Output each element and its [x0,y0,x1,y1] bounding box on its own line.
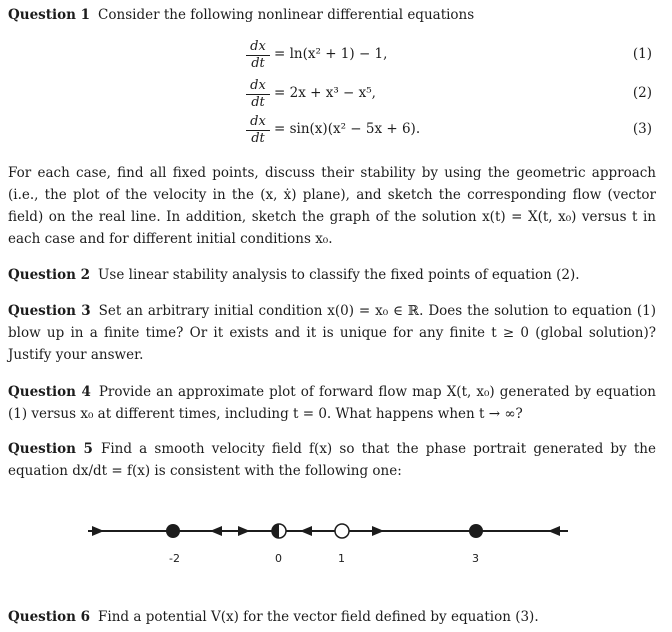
arrow-right-away-from-1 [372,526,384,536]
fixed-point-minus2 [166,524,180,538]
question-5-text: Find a smooth velocity field f(x) so that the phase portrait generated by the equation dx/dt = f(x) is consistent with the following one: [8,441,656,479]
label-1: 1 [338,552,345,565]
arrow-left-toward-3 [548,526,560,536]
arrow-right-toward-0 [238,526,250,536]
question-3-label: Question 3 [8,303,91,319]
label-minus2: -2 [169,552,180,565]
arrow-right-outer-left [92,526,104,536]
question-3-text: Set an arbitrary initial condition x(0) = x₀ ∈ ℝ. Does the solution to equation (1) blow up in a finite time? Or it exists and it is unique for any finite t ≥ 0 (global solution)? Justify your answer. [8,303,656,363]
equation-2-number: (2) [632,85,652,101]
question-6-text: Find a potential V(x) for the vector field defined by equation (3). [98,609,539,625]
equation-3-lhs: dx dt [246,115,270,146]
label-3: 3 [472,552,479,565]
fixed-point-3 [469,524,483,538]
arrow-left-toward-minus2 [210,526,222,536]
fixed-point-1 [335,524,349,538]
equation-3-number: (3) [632,121,652,137]
question-1-intro-text: Consider the following nonlinear differential equations [98,7,475,23]
question-1-label: Question 1 [8,7,91,23]
question-2-label: Question 2 [8,267,91,283]
arrow-left-toward-0 [300,526,312,536]
question-4-text: Provide an approximate plot of forward flow map X(t, x₀) generated by equation (1) versus x₀ at different times, including t = 0. What happens when t → ∞? [8,384,656,422]
fixed-point-0 [272,524,286,538]
equation-1-rhs: = ln(x² + 1) − 1, [274,46,388,62]
question-5-label: Question 5 [8,441,93,457]
equation-2-rhs: = 2x + x³ − x⁵, [274,85,376,101]
question-6-label: Question 6 [8,609,91,625]
equation-3-rhs: = sin(x)(x² − 5x + 6). [274,121,421,137]
label-0: 0 [275,552,282,565]
question-1-body: For each case, find all fixed points, discuss their stability by using the geometric approach (i.e., the plot of the velocity in the (x, ẋ) plane), and sketch the corresponding flow (vector field) on the real line. In addition, sketch the graph of the solution x(t) = X(t, x₀) versus t in each case and for different initial conditions x₀. [8,165,656,247]
equation-1-number: (1) [632,46,652,62]
equation-2-lhs: dx dt [246,79,270,110]
question-2-text: Use linear stability analysis to classify the fixed points of equation (2). [98,267,580,283]
equation-1-lhs: dx dt [246,40,270,71]
question-4-label: Question 4 [8,384,91,400]
